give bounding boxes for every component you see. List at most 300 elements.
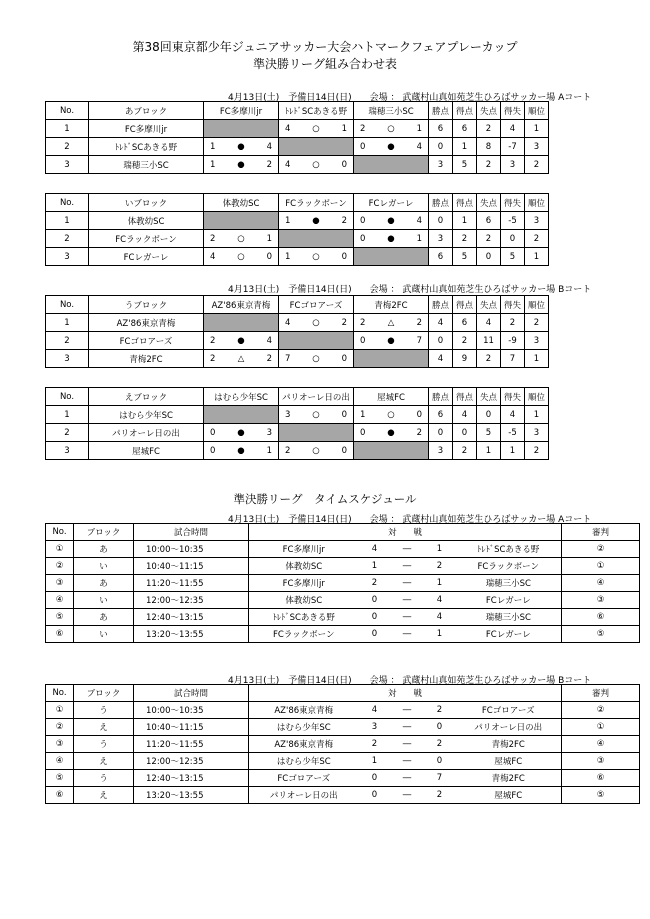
stat-value: -5 xyxy=(501,212,525,230)
team-name: 青梅2FC xyxy=(89,350,204,368)
league-table xyxy=(45,101,549,174)
row-no: 1 xyxy=(46,120,89,138)
table-row xyxy=(46,406,549,424)
goals-for: 1 xyxy=(360,409,366,420)
result-cell xyxy=(204,332,279,350)
team-name: AZ'86東京青梅 xyxy=(89,314,204,332)
stat-value: 3 xyxy=(501,156,525,174)
stat-header: 順位 xyxy=(525,102,549,120)
result-mark: ● xyxy=(237,159,245,170)
home-score: 1 xyxy=(359,558,391,575)
result-cell xyxy=(204,350,279,368)
away-team: FCレガーレ xyxy=(456,592,562,609)
team-name: 体教幼SC xyxy=(89,212,204,230)
referee: ④ xyxy=(562,736,640,753)
away-team: FCラックボーン xyxy=(456,558,562,575)
table-row xyxy=(46,702,640,719)
goals-for: 1 xyxy=(210,159,216,170)
stat-value: 2 xyxy=(477,230,501,248)
result-mark: ● xyxy=(237,141,245,152)
block-header: ブロック xyxy=(74,524,134,541)
no-header: No. xyxy=(46,296,89,314)
league-table xyxy=(45,193,549,266)
goals-against: 1 xyxy=(266,445,272,456)
result-cell xyxy=(279,314,354,332)
result-mark: ○ xyxy=(237,251,245,262)
result-mark: ● xyxy=(237,335,245,346)
result-mark: ● xyxy=(387,335,395,346)
result-mark: ○ xyxy=(312,317,320,328)
stat-header: 得失 xyxy=(501,388,525,406)
result-mark: ○ xyxy=(312,353,320,364)
goals-for: 2 xyxy=(210,353,216,364)
result-mark: ● xyxy=(387,427,395,438)
stat-value: 2 xyxy=(525,156,549,174)
stat-value: 0 xyxy=(501,230,525,248)
self-cell xyxy=(354,248,429,266)
result-mark: ○ xyxy=(312,409,320,420)
away-team: パリオーレ日の出 xyxy=(456,719,562,736)
team-name: パリオーレ日の出 xyxy=(89,424,204,442)
table-row xyxy=(46,350,549,368)
result-cell xyxy=(204,230,279,248)
stat-value: 0 xyxy=(477,406,501,424)
stat-value: 6 xyxy=(429,406,453,424)
stat-value: 6 xyxy=(453,314,477,332)
match-time: 12:40～13:15 xyxy=(134,609,249,626)
result-cell xyxy=(279,212,354,230)
result-mark: ○ xyxy=(237,233,245,244)
away-score: 2 xyxy=(424,736,456,753)
self-cell xyxy=(279,138,354,156)
block: あ xyxy=(74,609,134,626)
result-mark: △ xyxy=(387,317,395,328)
home-team: FC多摩川jr xyxy=(249,575,359,592)
block-name: えブロック xyxy=(89,388,204,406)
stat-value: 5 xyxy=(453,156,477,174)
stat-header: 勝点 xyxy=(429,102,453,120)
result-cell xyxy=(279,248,354,266)
stat-value: 1 xyxy=(525,350,549,368)
home-team: FCラックボーン xyxy=(249,626,359,643)
goals-against: 0 xyxy=(341,353,347,364)
goals-against: 2 xyxy=(341,215,347,226)
opponent-header: FCレガーレ xyxy=(354,194,429,212)
home-score: 0 xyxy=(359,609,391,626)
team-name: ﾄﾚﾄﾞSCあきる野 xyxy=(89,138,204,156)
stat-value: 2 xyxy=(501,314,525,332)
away-team: 瑞穂三小SC xyxy=(456,609,562,626)
opponent-header: FC多摩川jr xyxy=(204,102,279,120)
goals-against: 2 xyxy=(416,317,422,328)
goals-against: 3 xyxy=(266,427,272,438)
referee: ⑥ xyxy=(562,770,640,787)
team-name: FCレガーレ xyxy=(89,248,204,266)
stat-value: 4 xyxy=(477,314,501,332)
referee: ① xyxy=(562,719,640,736)
stat-header: 勝点 xyxy=(429,194,453,212)
goals-against: 0 xyxy=(416,409,422,420)
opponent-header: 瑞穂三小SC xyxy=(354,102,429,120)
table-row xyxy=(46,770,640,787)
home-team: 体教幼SC xyxy=(249,592,359,609)
stat-value: 0 xyxy=(429,424,453,442)
stat-value: 1 xyxy=(525,406,549,424)
row-no: 2 xyxy=(46,230,89,248)
team-name: 屋城FC xyxy=(89,442,204,460)
page-title: 第38回東京都少年ジュニアサッカー大会ハトマークフェアプレーカップ xyxy=(132,40,518,54)
stat-header: 失点 xyxy=(477,388,501,406)
home-score: 0 xyxy=(359,592,391,609)
block: あ xyxy=(74,541,134,558)
stat-value: 0 xyxy=(453,424,477,442)
table-row xyxy=(46,212,549,230)
goals-for: 7 xyxy=(285,353,291,364)
result-cell xyxy=(204,442,279,460)
stat-value: 3 xyxy=(525,424,549,442)
self-cell xyxy=(354,350,429,368)
stat-value: 3 xyxy=(525,212,549,230)
stat-header: 順位 xyxy=(525,388,549,406)
no-header: No. xyxy=(46,388,89,406)
venue-info-a: 4月13日(土) 予備日14日(日) 会場 ： 武蔵村山真如苑芝生ひろばサッカー場 Aコート xyxy=(228,93,592,103)
row-no: 1 xyxy=(46,314,89,332)
match-no: ① xyxy=(46,702,74,719)
referee: ③ xyxy=(562,753,640,770)
stat-value: 7 xyxy=(501,350,525,368)
goals-for: 0 xyxy=(360,141,366,152)
table-row xyxy=(46,558,640,575)
stat-value: 6 xyxy=(429,120,453,138)
table-row xyxy=(46,332,549,350)
stat-header: 順位 xyxy=(525,194,549,212)
dash: ― xyxy=(391,575,424,592)
referee: ③ xyxy=(562,592,640,609)
stat-value: -9 xyxy=(501,332,525,350)
stat-value: 2 xyxy=(477,350,501,368)
stat-header: 得点 xyxy=(453,388,477,406)
goals-against: 4 xyxy=(416,215,422,226)
opponent-header: 屋城FC xyxy=(354,388,429,406)
home-score: 0 xyxy=(359,770,391,787)
opponent-header: ﾄﾚﾄﾞSCあきる野 xyxy=(279,102,354,120)
opponent-header: パリオーレ日の出 xyxy=(279,388,354,406)
stat-value: 1 xyxy=(525,248,549,266)
stat-header: 得点 xyxy=(453,194,477,212)
goals-against: 1 xyxy=(341,123,347,134)
home-team: はむら少年SC xyxy=(249,719,359,736)
result-cell xyxy=(279,406,354,424)
row-no: 2 xyxy=(46,138,89,156)
referee: ⑤ xyxy=(562,787,640,804)
goals-for: 0 xyxy=(360,233,366,244)
block: い xyxy=(74,558,134,575)
match-no: ④ xyxy=(46,592,74,609)
stat-header: 順位 xyxy=(525,296,549,314)
goals-against: 0 xyxy=(341,159,347,170)
table-row xyxy=(46,609,640,626)
goals-for: 4 xyxy=(210,251,216,262)
stat-value: 4 xyxy=(453,406,477,424)
home-team: パリオーレ日の出 xyxy=(249,787,359,804)
row-no: 2 xyxy=(46,332,89,350)
dash: ― xyxy=(391,736,424,753)
row-no: 2 xyxy=(46,424,89,442)
stat-header: 失点 xyxy=(477,194,501,212)
goals-for: 4 xyxy=(285,317,291,328)
opponent-header: FCラックボーン xyxy=(279,194,354,212)
match-time: 12:40～13:15 xyxy=(134,770,249,787)
away-score: 7 xyxy=(424,770,456,787)
stat-value: 4 xyxy=(501,406,525,424)
goals-for: 0 xyxy=(210,445,216,456)
away-score: 2 xyxy=(424,558,456,575)
home-team: AZ'86東京青梅 xyxy=(249,736,359,753)
stat-header: 勝点 xyxy=(429,388,453,406)
goals-for: 2 xyxy=(360,123,366,134)
stat-value: 2 xyxy=(525,442,549,460)
match-time: 11:20～11:55 xyxy=(134,575,249,592)
referee: ② xyxy=(562,541,640,558)
schedule-venue-a: 4月13日(土) 予備日14日(日) 会場 ： 武蔵村山真如苑芝生ひろばサッカー場 Aコート xyxy=(228,515,592,525)
stat-value: 8 xyxy=(477,138,501,156)
result-mark: ○ xyxy=(312,123,320,134)
stat-value: 5 xyxy=(501,248,525,266)
time-header: 試合時間 xyxy=(134,685,249,702)
stat-header: 得点 xyxy=(453,296,477,314)
match-no: ⑥ xyxy=(46,626,74,643)
stat-value: 3 xyxy=(525,332,549,350)
schedule-table xyxy=(45,523,640,643)
match-time: 10:00～10:35 xyxy=(134,702,249,719)
home-team: 体教幼SC xyxy=(249,558,359,575)
away-team: 瑞穂三小SC xyxy=(456,575,562,592)
away-team: FCゴロアーズ xyxy=(456,702,562,719)
result-mark: ○ xyxy=(312,251,320,262)
stat-header: 勝点 xyxy=(429,296,453,314)
goals-against: 2 xyxy=(341,317,347,328)
referee-header: 審判 xyxy=(562,524,640,541)
result-mark: ● xyxy=(312,215,320,226)
no-header: No. xyxy=(46,194,89,212)
away-team: FCレガーレ xyxy=(456,626,562,643)
away-team: ﾄﾚﾄﾞSCあきる野 xyxy=(456,541,562,558)
result-cell xyxy=(279,442,354,460)
stat-value: 9 xyxy=(453,350,477,368)
away-score: 1 xyxy=(424,541,456,558)
goals-for: 3 xyxy=(285,409,291,420)
match-no: ⑤ xyxy=(46,770,74,787)
away-score: 0 xyxy=(424,753,456,770)
dash: ― xyxy=(391,558,424,575)
stat-value: 11 xyxy=(477,332,501,350)
home-team: ﾄﾚﾄﾞSCあきる野 xyxy=(249,609,359,626)
stat-value: 2 xyxy=(525,314,549,332)
stat-value: 2 xyxy=(477,120,501,138)
result-cell xyxy=(204,424,279,442)
goals-for: 1 xyxy=(285,251,291,262)
stat-value: 2 xyxy=(453,442,477,460)
team-name: FCラックボーン xyxy=(89,230,204,248)
goals-for: 2 xyxy=(210,233,216,244)
goals-against: 1 xyxy=(266,233,272,244)
row-no: 3 xyxy=(46,350,89,368)
home-team: AZ'86東京青梅 xyxy=(249,702,359,719)
result-mark: ○ xyxy=(312,159,320,170)
match-no: ④ xyxy=(46,753,74,770)
stat-value: 6 xyxy=(429,248,453,266)
away-team: 屋城FC xyxy=(456,787,562,804)
match-no: ② xyxy=(46,719,74,736)
table-row xyxy=(46,424,549,442)
self-cell xyxy=(204,212,279,230)
stat-value: 1 xyxy=(525,120,549,138)
away-team: 青梅2FC xyxy=(456,770,562,787)
block: う xyxy=(74,702,134,719)
away-score: 2 xyxy=(424,702,456,719)
stat-value: 3 xyxy=(429,156,453,174)
stat-value: 3 xyxy=(429,230,453,248)
stat-value: 5 xyxy=(453,248,477,266)
home-team: FCゴロアーズ xyxy=(249,770,359,787)
dash: ― xyxy=(391,787,424,804)
result-cell xyxy=(279,350,354,368)
dash: ― xyxy=(391,541,424,558)
stat-value: 2 xyxy=(525,230,549,248)
match-time: 13:20～13:55 xyxy=(134,626,249,643)
match-time: 12:00～12:35 xyxy=(134,592,249,609)
goals-for: 2 xyxy=(210,335,216,346)
self-cell xyxy=(204,120,279,138)
row-no: 1 xyxy=(46,212,89,230)
away-score: 4 xyxy=(424,592,456,609)
self-cell xyxy=(204,314,279,332)
result-cell xyxy=(354,138,429,156)
block-name: いブロック xyxy=(89,194,204,212)
away-score: 4 xyxy=(424,609,456,626)
goals-against: 0 xyxy=(266,251,272,262)
stat-header: 得点 xyxy=(453,102,477,120)
goals-against: 1 xyxy=(416,123,422,134)
goals-against: 2 xyxy=(416,427,422,438)
goals-for: 2 xyxy=(360,317,366,328)
result-cell xyxy=(354,332,429,350)
dash: ― xyxy=(391,770,424,787)
row-no: 3 xyxy=(46,156,89,174)
block: う xyxy=(74,736,134,753)
result-cell xyxy=(354,120,429,138)
dash: ― xyxy=(391,719,424,736)
stat-value: 2 xyxy=(453,332,477,350)
stat-value: 4 xyxy=(429,350,453,368)
result-mark: ● xyxy=(237,445,245,456)
match-no: ② xyxy=(46,558,74,575)
stat-value: 3 xyxy=(525,138,549,156)
result-mark: ○ xyxy=(387,409,395,420)
schedule-title: 準決勝リーグ タイムスケジュール xyxy=(233,492,417,506)
goals-against: 1 xyxy=(416,233,422,244)
goals-for: 1 xyxy=(210,141,216,152)
stat-value: 2 xyxy=(453,230,477,248)
stat-value: 1 xyxy=(477,442,501,460)
stat-value: 4 xyxy=(501,120,525,138)
match-no: ③ xyxy=(46,736,74,753)
league-table xyxy=(45,387,549,460)
match-time: 12:00～12:35 xyxy=(134,753,249,770)
result-cell xyxy=(204,138,279,156)
stat-value: 1 xyxy=(453,138,477,156)
table-row xyxy=(46,736,640,753)
no-header: No. xyxy=(46,102,89,120)
self-cell xyxy=(279,424,354,442)
match-no: ⑤ xyxy=(46,609,74,626)
table-row xyxy=(46,138,549,156)
stat-header: 得失 xyxy=(501,296,525,314)
home-score: 2 xyxy=(359,575,391,592)
home-score: 0 xyxy=(359,626,391,643)
venue-info-b: 4月13日(土) 予備日14日(日) 会場 ： 武蔵村山真如苑芝生ひろばサッカー場 Bコート xyxy=(228,285,592,295)
stat-value: 1 xyxy=(453,212,477,230)
schedule-venue-b: 4月13日(土) 予備日14日(日) 会場 ： 武蔵村山真如苑芝生ひろばサッカー場 Bコート xyxy=(228,676,592,686)
match-header: 対 戦 xyxy=(249,524,562,541)
home-score: 0 xyxy=(359,787,391,804)
no-header: No. xyxy=(46,524,74,541)
referee: ⑤ xyxy=(562,626,640,643)
stat-value: 4 xyxy=(429,314,453,332)
result-cell xyxy=(354,230,429,248)
stat-value: 5 xyxy=(477,424,501,442)
stat-value: -7 xyxy=(501,138,525,156)
goals-for: 0 xyxy=(360,335,366,346)
goals-for: 1 xyxy=(285,215,291,226)
goals-for: 4 xyxy=(285,159,291,170)
home-score: 4 xyxy=(359,541,391,558)
team-name: FCゴロアーズ xyxy=(89,332,204,350)
match-no: ① xyxy=(46,541,74,558)
stat-value: 1 xyxy=(501,442,525,460)
goals-against: 4 xyxy=(266,335,272,346)
goals-against: 0 xyxy=(341,445,347,456)
goals-for: 4 xyxy=(285,123,291,134)
away-team: 屋城FC xyxy=(456,753,562,770)
result-cell xyxy=(204,248,279,266)
stat-value: 0 xyxy=(429,138,453,156)
result-cell xyxy=(354,424,429,442)
home-team: FC多摩川jr xyxy=(249,541,359,558)
table-row xyxy=(46,719,640,736)
block: あ xyxy=(74,575,134,592)
self-cell xyxy=(279,230,354,248)
result-cell xyxy=(354,406,429,424)
block: う xyxy=(74,770,134,787)
row-no: 1 xyxy=(46,406,89,424)
opponent-header: 青梅2FC xyxy=(354,296,429,314)
table-row xyxy=(46,626,640,643)
table-row xyxy=(46,575,640,592)
goals-for: 0 xyxy=(360,427,366,438)
stat-value: -5 xyxy=(501,424,525,442)
goals-against: 2 xyxy=(266,159,272,170)
block: え xyxy=(74,719,134,736)
table-row xyxy=(46,753,640,770)
no-header: No. xyxy=(46,685,74,702)
stat-value: 0 xyxy=(429,332,453,350)
stat-value: 0 xyxy=(477,248,501,266)
result-mark: ○ xyxy=(387,123,395,134)
result-cell xyxy=(204,156,279,174)
away-score: 1 xyxy=(424,626,456,643)
result-mark: ● xyxy=(387,141,395,152)
